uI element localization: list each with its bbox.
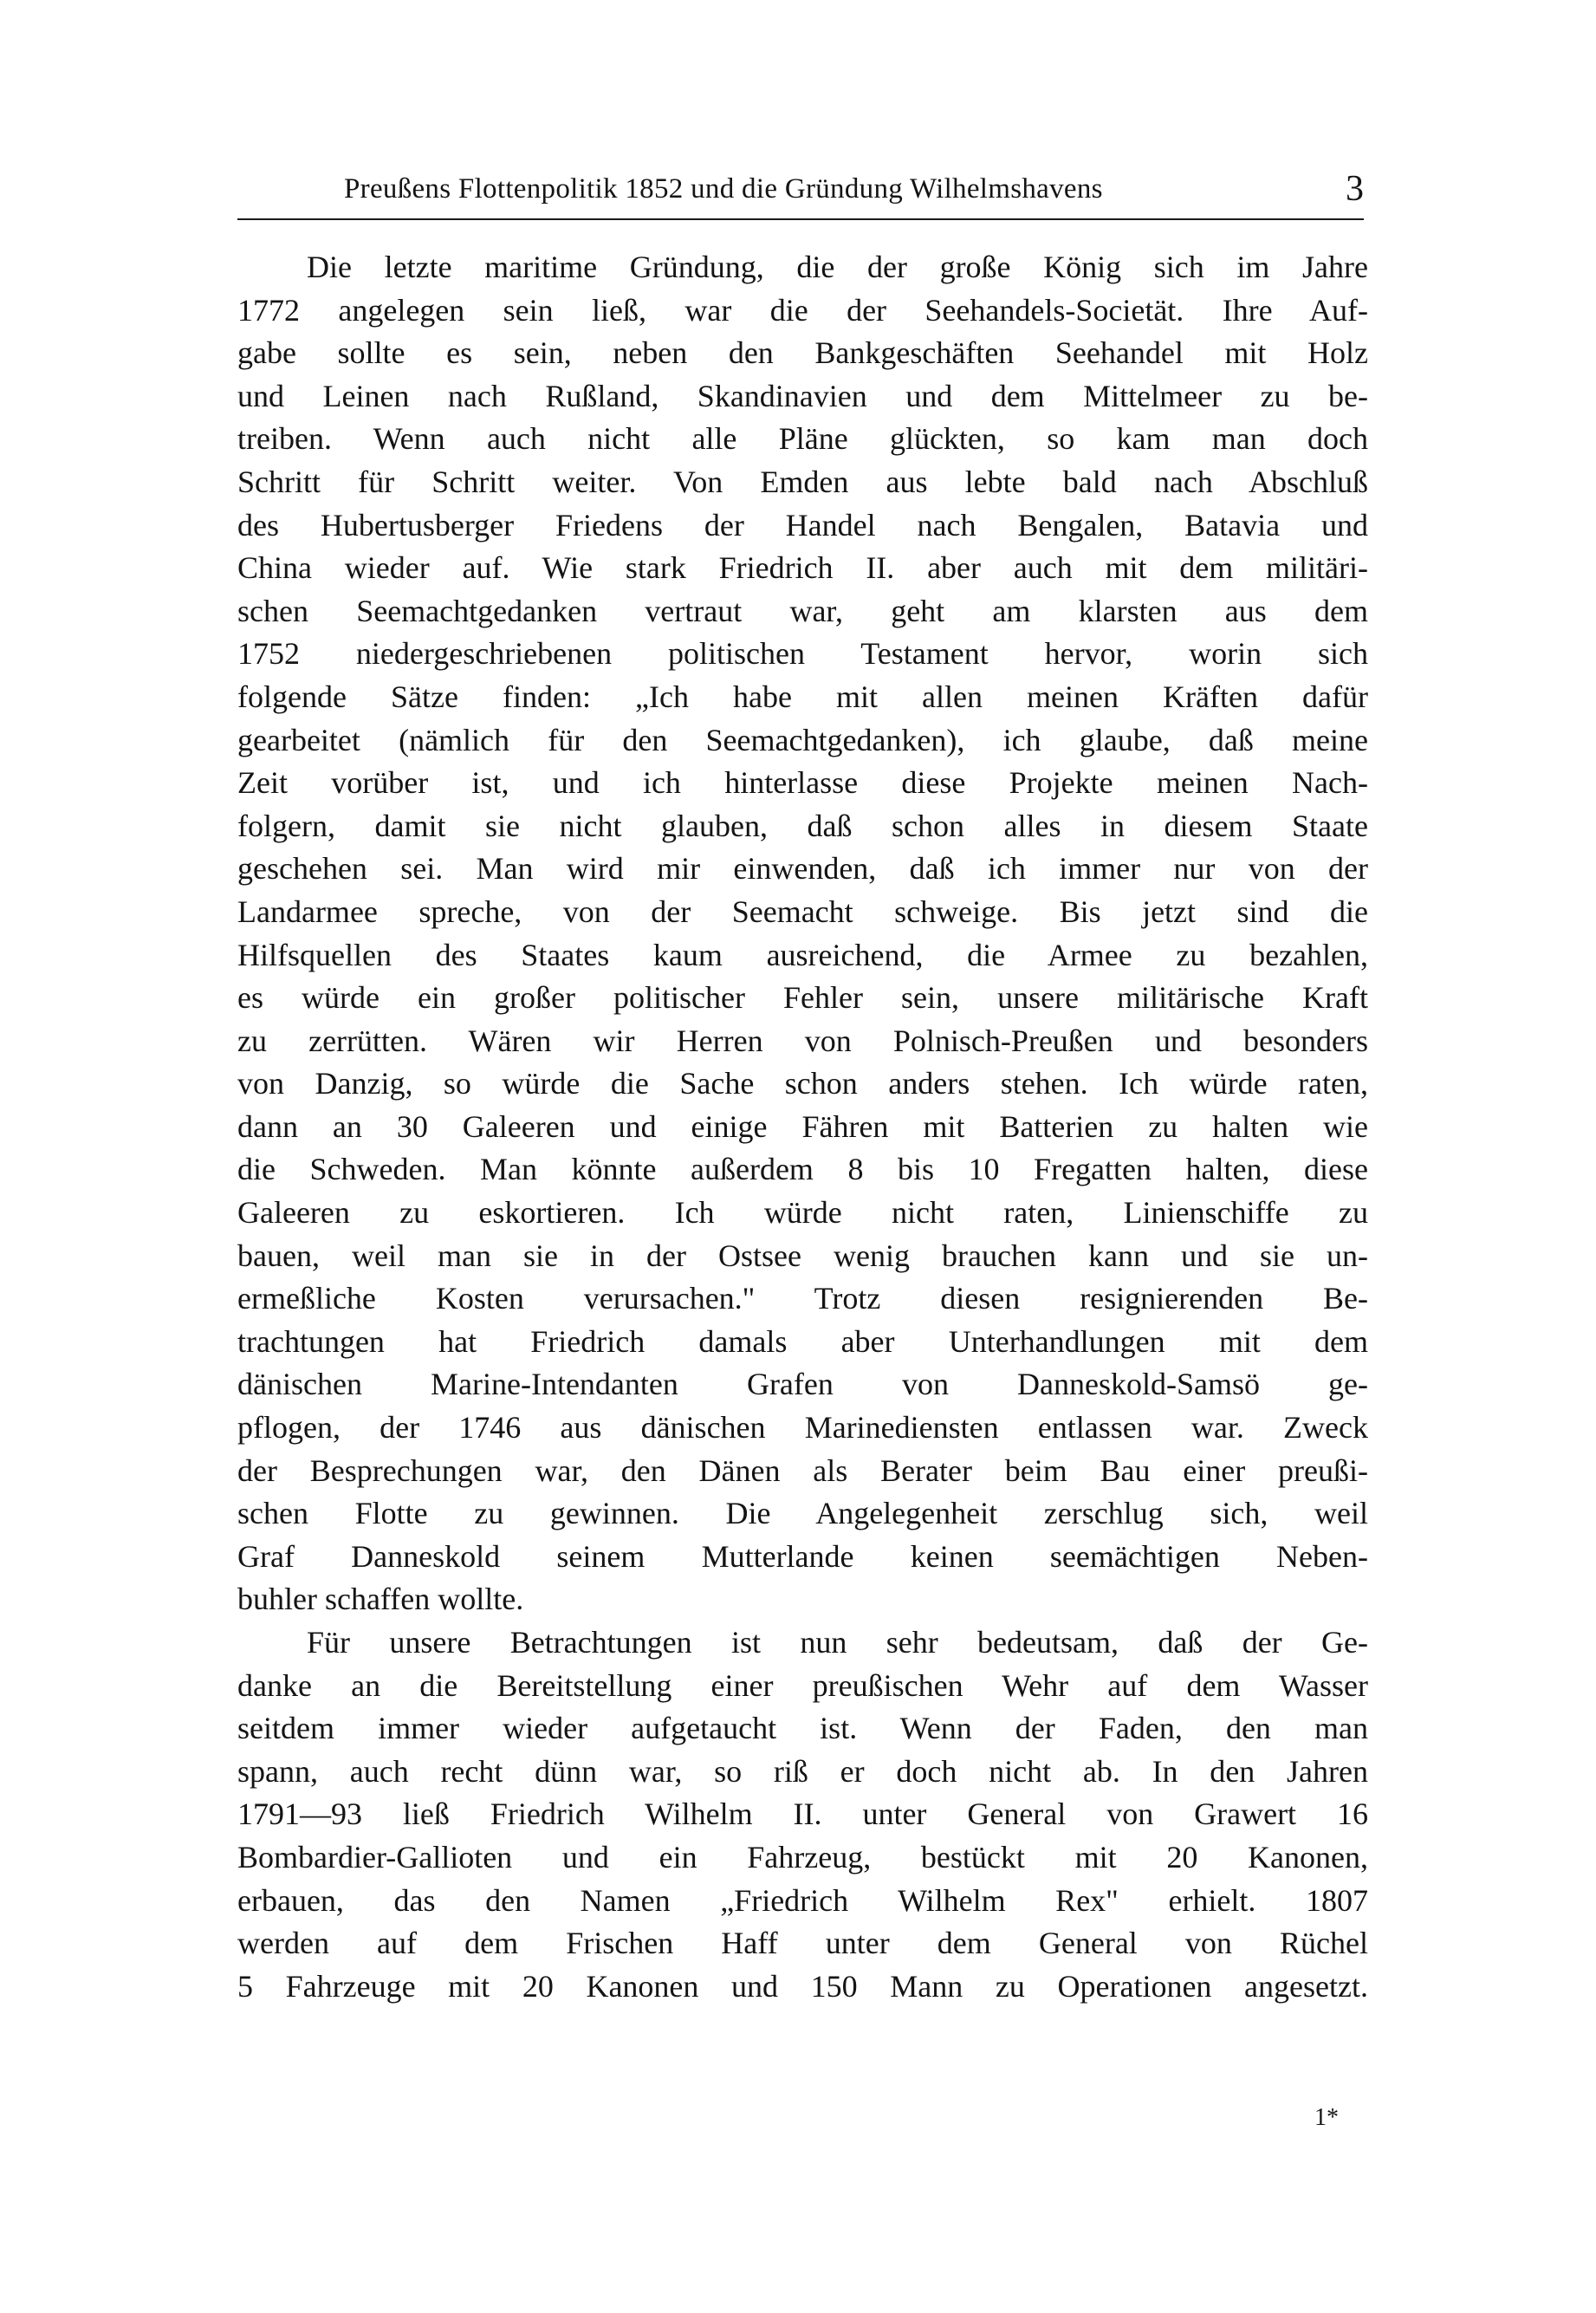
text-line: dänischen Marine-Intendanten Grafen von Danneskold-Samsö ge-: [237, 1367, 1368, 1402]
body-text: [237, 246, 1368, 2008]
text-line: seitdem immer wieder aufgetaucht ist. Wenn der Faden, den man: [237, 1711, 1368, 1746]
text-line: Landarmee spreche, von der Seemacht schweige. Bis jetzt sind die: [237, 893, 1368, 929]
text-line: dann an 30 Galeeren und einige Fähren mit Batterien zu halten wie: [237, 1108, 1368, 1144]
text-line: Schritt für Schritt weiter. Von Emden aus lebte bald nach Abschluß: [237, 464, 1368, 499]
text-line: von Danzig, so würde die Sache schon anders stehen. Ich würde raten,: [237, 1066, 1368, 1101]
text-line: Graf Danneskold seinem Mutterlande keinen seemächtigen Neben-: [237, 1538, 1368, 1574]
text-line: die Schweden. Man könnte außerdem 8 bis 10 Fregatten halten, diese: [237, 1152, 1368, 1187]
text-line: des Hubertusberger Friedens der Handel nach Bengalen, Batavia und: [237, 507, 1368, 543]
text-line: spann, auch recht dünn war, so riß er doch nicht ab. In den Jahren: [237, 1753, 1368, 1789]
text-line: werden auf dem Frischen Haff unter dem General von Rüchel: [237, 1926, 1368, 1961]
text-line: geschehen sei. Man wird mir einwenden, daß ich immer nur von der: [237, 851, 1368, 887]
text-line: folgern, damit sie nicht glauben, daß schon alles in diesem Staate: [237, 808, 1368, 843]
text-line: 1772 angelegen sein ließ, war die der Seehandels-Societät. Ihre Auf-: [237, 292, 1368, 328]
page-number: 3: [1346, 169, 1364, 209]
running-head: [237, 170, 1364, 215]
text-line: gabe sollte es sein, neben den Bankgeschäften Seehandel mit Holz: [237, 335, 1368, 371]
text-line: schen Flotte zu gewinnen. Die Angelegenheit zerschlug sich, weil: [237, 1496, 1368, 1531]
text-line: gearbeitet (nämlich für den Seemachtgedanken), ich glaube, daß meine: [237, 722, 1368, 757]
text-line: bauen, weil man sie in der Ostsee wenig brauchen kann und sie un-: [237, 1238, 1368, 1273]
running-title: Preußens Flottenpolitik 1852 und die Gründung Wilhelmshavens: [344, 173, 1103, 205]
text-line: treiben. Wenn auch nicht alle Pläne glückten, so kam man doch: [237, 421, 1368, 457]
text-line: trachtungen hat Friedrich damals aber Unterhandlungen mit dem: [237, 1323, 1368, 1359]
text-line: Zeit vorüber ist, und ich hinterlasse diese Projekte meinen Nach-: [237, 765, 1368, 801]
text-line: der Besprechungen war, den Dänen als Berater beim Bau einer preußi-: [237, 1452, 1368, 1488]
header-rule: [237, 218, 1364, 220]
text-line: Galeeren zu eskortieren. Ich würde nicht raten, Linienschiffe zu: [237, 1195, 1368, 1231]
text-line: es würde ein großer politischer Fehler sein, unsere militärische Kraft: [237, 980, 1368, 1016]
text-line: Für unsere Betrachtungen ist nun sehr bedeutsam, daß der Ge-: [307, 1625, 1368, 1660]
text-line: folgende Sätze finden: „Ich habe mit allen meinen Kräften dafür: [237, 679, 1368, 714]
text-line: erbauen, das den Namen „Friedrich Wilhelm Rex" erhielt. 1807: [237, 1882, 1368, 1918]
text-line: buhler schaffen wollte.: [237, 1582, 524, 1617]
text-line: 5 Fahrzeuge mit 20 Kanonen und 150 Mann zu Operationen angesetzt.: [237, 1968, 1368, 2004]
text-line: zu zerrütten. Wären wir Herren von Polnisch-Preußen und besonders: [237, 1023, 1368, 1058]
text-line: Die letzte maritime Gründung, die der große König sich im Jahre: [307, 250, 1368, 284]
text-line: Hilfsquellen des Staates kaum ausreichend, die Armee zu bezahlen,: [237, 937, 1368, 972]
text-line: ermeßliche Kosten verursachen." Trotz diesen resignierenden Be-: [237, 1281, 1368, 1316]
text-line: danke an die Bereitstellung einer preußischen Wehr auf dem Wasser: [237, 1667, 1368, 1703]
text-line: Bombardier-Gallioten und ein Fahrzeug, bestückt mit 20 Kanonen,: [237, 1839, 1368, 1874]
text-line: 1752 niedergeschriebenen politischen Testament hervor, worin sich: [237, 636, 1368, 672]
text-line: pflogen, der 1746 aus dänischen Marinediensten entlassen war. Zweck: [237, 1410, 1368, 1446]
signature-mark: 1*: [1314, 2104, 1339, 2131]
text-line: und Leinen nach Rußland, Skandinavien und dem Mittelmeer zu be-: [237, 378, 1368, 413]
text-line: 1791—93 ließ Friedrich Wilhelm II. unter General von Grawert 16: [237, 1796, 1368, 1832]
text-line: China wieder auf. Wie stark Friedrich II. aber auch mit dem militäri-: [237, 550, 1368, 586]
text-line: schen Seemachtgedanken vertraut war, geht am klarsten aus dem: [237, 593, 1368, 628]
